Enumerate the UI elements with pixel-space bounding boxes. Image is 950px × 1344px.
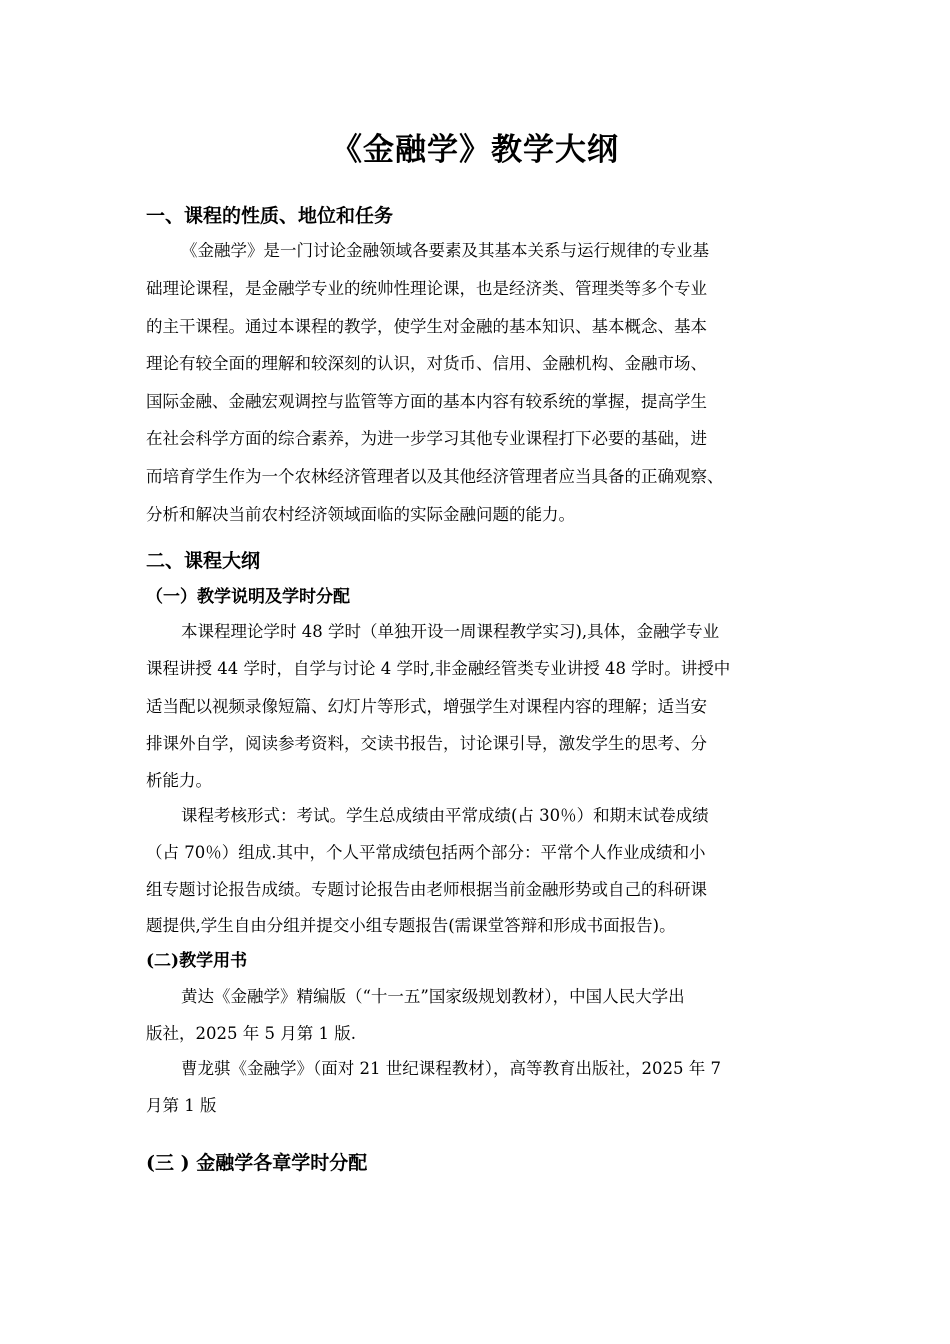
- paragraph-line: 础理论课程，是金融学专业的统帅性理论课，也是经济类、管理类等多个专业: [146, 279, 707, 298]
- paragraph-line: 国际金融、金融宏观调控与监管等方面的基本内容有较系统的掌握，提高学生: [146, 392, 707, 411]
- subsection-heading-hours: (三 ) 金融学各章学时分配: [146, 1152, 368, 1174]
- paragraph-line: 理论有较全面的理解和较深刻的认识，对货币、信用、金融机构、金融市场、: [146, 354, 707, 373]
- book-reference-line: 月第 1 版: [146, 1096, 217, 1115]
- paragraph-line: 析能力。: [146, 771, 212, 790]
- paragraph-line: 《金融学》是一门讨论金融领域各要素及其基本关系与运行规律的专业基: [181, 241, 709, 260]
- paragraph-line: （占 70％）组成.其中，个人平常成绩包括两个部分：平常个人作业成绩和小: [146, 843, 706, 862]
- subsection-heading-textbooks: (二)教学用书: [146, 951, 248, 971]
- paragraph-line: 在社会科学方面的综合素养，为进一步学习其他专业课程打下必要的基础，进: [146, 429, 707, 448]
- paragraph-line: 而培育学生作为一个农林经济管理者以及其他经济管理者应当具备的正确观察、: [146, 467, 724, 486]
- book-reference-line: 版社，2025 年 5 月第 1 版.: [146, 1024, 356, 1043]
- document-title: 《金融学》教学大纲: [331, 132, 619, 168]
- paragraph-line: 课程考核形式：考试。学生总成绩由平常成绩(占 30％）和期末试卷成绩: [181, 806, 709, 825]
- subsection-heading-teaching: （一）教学说明及学时分配: [146, 587, 350, 607]
- paragraph-line: 组专题讨论报告成绩。专题讨论报告由老师根据当前金融形势或自己的科研课: [146, 880, 707, 899]
- section-heading-nature: 一、课程的性质、地位和任务: [146, 205, 394, 227]
- section-heading-outline: 二、课程大纲: [146, 550, 261, 572]
- paragraph-line: 本课程理论学时 48 学时（单独开设一周课程教学实习),具体，金融学专业: [181, 622, 720, 641]
- paragraph-line: 的主干课程。通过本课程的教学，使学生对金融的基本知识、基本概念、基本: [146, 317, 707, 336]
- book-reference-line: 曹龙骐《金融学》（面对 21 世纪课程教材），高等教育出版社，2025 年 7: [181, 1059, 721, 1078]
- paragraph-line: 分析和解决当前农村经济领域面临的实际金融问题的能力。: [146, 505, 575, 524]
- paragraph-line: 课程讲授 44 学时，自学与讨论 4 学时,非金融经管类专业讲授 48 学时。讲授中: [146, 659, 731, 678]
- paragraph-line: 排课外自学，阅读参考资料，交读书报告，讨论课引导，激发学生的思考、分: [146, 734, 707, 753]
- book-reference-line: 黄达《金融学》精编版（“十一五”国家级规划教材），中国人民大学出: [181, 987, 685, 1006]
- paragraph-line: 适当配以视频录像短篇、幻灯片等形式，增强学生对课程内容的理解；适当安: [146, 697, 707, 716]
- paragraph-line: 题提供,学生自由分组并提交小组专题报告(需课堂答辩和形成书面报告)。: [146, 916, 676, 935]
